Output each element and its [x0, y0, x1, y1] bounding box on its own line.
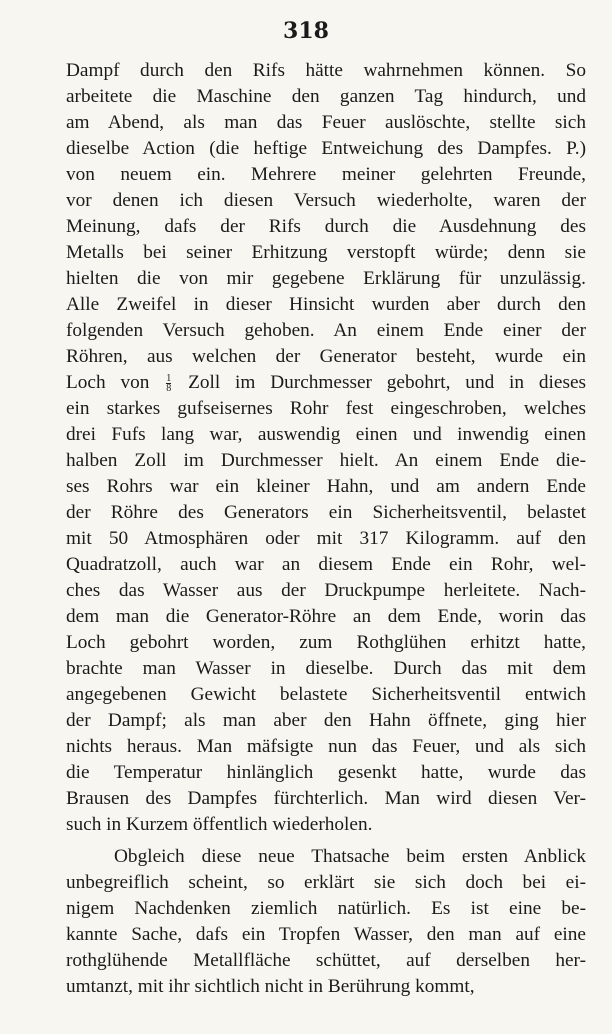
text-line: umtanzt, mit ihr sichtlich nicht in Berührung kommt,	[66, 976, 475, 997]
text-line: Meinung, dafs der Rifs durch die Ausdehnung des	[66, 216, 586, 237]
text-line: von neuem ein. Mehrere meiner gelehrten Freunde,	[66, 164, 586, 185]
text-line: folgenden Versuch gehoben. An einem Ende einer der	[66, 320, 586, 341]
text-line: ches das Wasser aus der Druckpumpe herleitete. Nach-	[66, 580, 586, 601]
text-line: nigem Nachdenken ziemlich natürlich. Es ist eine be-	[66, 898, 586, 919]
paragraph-1	[66, 58, 586, 838]
text-line: ses Rohrs war ein kleiner Hahn, und am andern Ende	[66, 476, 586, 497]
text-line: nichts heraus. Man mäfsigte nun das Feuer, und als sich	[66, 736, 586, 757]
text-line: ein starkes gufseisernes Rohr fest eingeschroben, welches	[66, 398, 586, 419]
text-line: die Temperatur hinlänglich gesenkt hatte, wurde das	[66, 762, 586, 783]
text-line: dem man die Generator-Röhre an dem Ende, worin das	[66, 606, 586, 627]
fraction-denominator: 8	[166, 383, 172, 395]
text-line: unbegreiflich scheint, so erklärt sie sich doch bei ei-	[66, 872, 586, 893]
line-segment: Zoll im Durchmesser gebohrt, und in dieses	[188, 372, 586, 393]
text-line: dieselbe Action (die heftige Entweichung des Dampfes. P.)	[66, 138, 586, 159]
text-line: Alle Zweifel in dieser Hinsicht wurden aber durch den	[66, 294, 586, 315]
text-line: vor denen ich diesen Versuch wiederholte, waren der	[66, 190, 586, 211]
text-line: kannte Sache, dafs ein Tropfen Wasser, den man auf eine	[66, 924, 586, 945]
fraction-numerator: 1	[166, 373, 172, 385]
text-line: am Abend, als man das Feuer auslöschte, stellte sich	[66, 112, 586, 133]
text-line: Quadratzoll, auch war an diesem Ende ein Rohr, wel-	[66, 554, 586, 575]
text-line: rothglühende Metallfläche schüttet, auf derselben her-	[66, 950, 586, 971]
text-line: hielten die von mir gegebene Erklärung für unzulässig.	[66, 268, 586, 289]
fraction	[166, 374, 171, 393]
paragraph-2	[66, 844, 586, 1000]
text-line: angegebenen Gewicht belastete Sicherheitsventil entwich	[66, 684, 586, 705]
line-segment: Loch von	[66, 372, 150, 393]
text-line: Dampf durch den Rifs hätte wahrnehmen können. So	[66, 60, 586, 81]
text-line: Metalls bei seiner Erhitzung verstopft würde; denn sie	[66, 242, 586, 263]
text-line	[66, 370, 586, 396]
body-text	[66, 58, 586, 1000]
text-line: halben Zoll im Durchmesser hielt. An einem Ende die-	[66, 450, 586, 471]
text-line: mit 50 Atmosphären oder mit 317 Kilogramm. auf den	[66, 528, 586, 549]
text-line: arbeitete die Maschine den ganzen Tag hindurch, und	[66, 86, 586, 107]
text-line: Loch gebohrt worden, zum Rothglühen erhitzt hatte,	[66, 632, 586, 653]
text-line: brachte man Wasser in dieselbe. Durch das mit dem	[66, 658, 586, 679]
text-line: der Dampf; als man aber den Hahn öffnete, ging hier	[66, 710, 586, 731]
text-line: drei Fufs lang war, auswendig einen und inwendig einen	[66, 424, 586, 445]
text-line: Röhren, aus welchen der Generator besteht, wurde ein	[66, 346, 586, 367]
text-line: der Röhre des Generators ein Sicherheitsventil, belastet	[66, 502, 586, 523]
page-number: 318	[283, 18, 329, 44]
text-line: Obgleich diese neue Thatsache beim ersten Anblick	[114, 846, 586, 867]
text-line: Brausen des Dampfes fürchterlich. Man wird diesen Ver-	[66, 788, 586, 809]
text-line: such in Kurzem öffentlich wiederholen.	[66, 814, 373, 835]
